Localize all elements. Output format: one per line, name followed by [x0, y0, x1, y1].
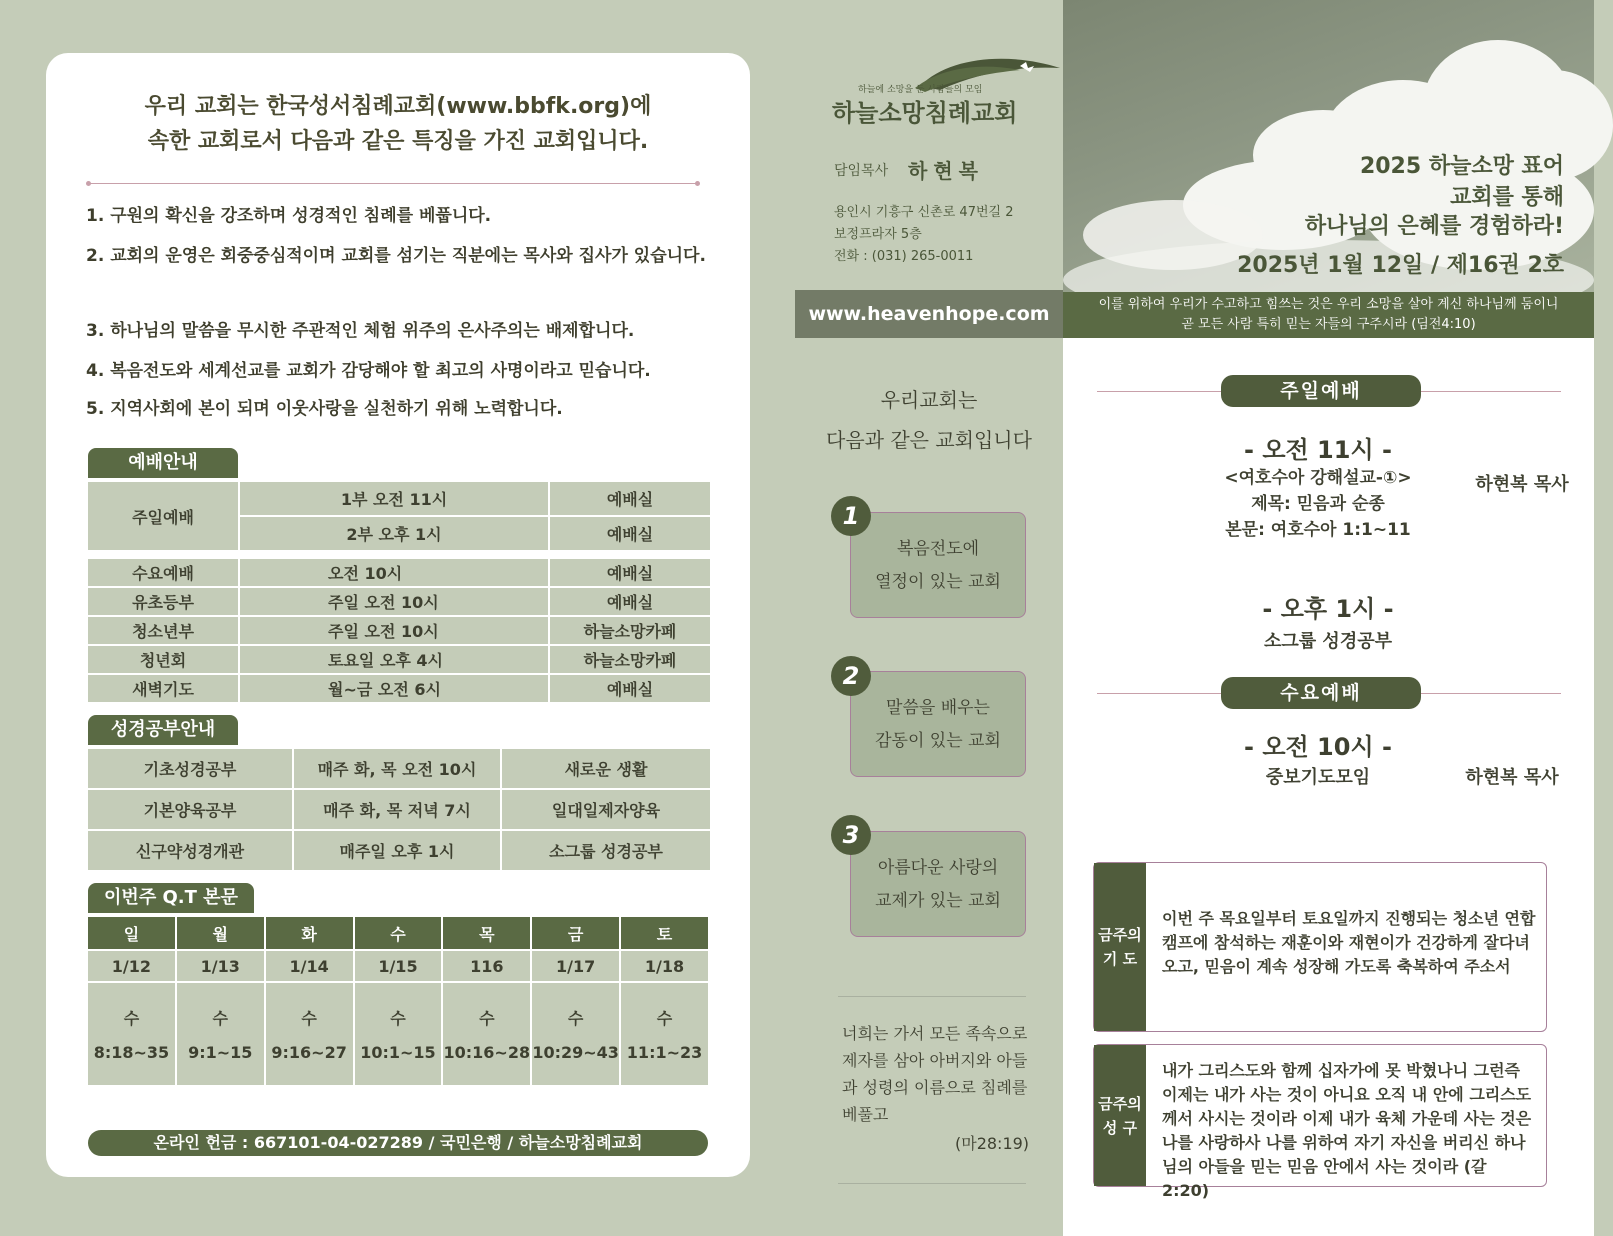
- feature-line2: 감동이 있는 교회: [875, 731, 1001, 751]
- theme-verse-line1: 이를 위하여 우리가 수고하고 힘쓰는 것은 우리 소망을 살아 계신 하나님께 둠이니: [1098, 297, 1559, 312]
- table-cell: 새벽기도: [87, 674, 239, 703]
- table-cell: 새로운 생활: [501, 748, 711, 789]
- qt-days-row: [87, 916, 709, 950]
- qt-verse: 10:1~15: [360, 1043, 436, 1062]
- church-feature-box: [850, 671, 1026, 777]
- weekly-verse-box: [1093, 1044, 1547, 1200]
- qt-book: 수: [301, 1009, 317, 1028]
- our-church-line2: 다음과 같은 교회입니다: [826, 428, 1032, 452]
- feature-number-badge: 1: [831, 496, 871, 536]
- qt-label: 이번주 Q.T 본문: [88, 883, 254, 913]
- wednesday-program: 중보기도모임: [1265, 767, 1371, 788]
- table-cell: 예배실: [549, 558, 711, 587]
- issue-date: 2025년 1월 12일 / 제16권 2호: [1237, 253, 1564, 278]
- worship-guide-label: 예배안내: [88, 448, 238, 478]
- feature-line2: 교제가 있는 교회: [875, 891, 1001, 911]
- qt-date: 1/12: [87, 950, 176, 982]
- feature-line1: 말씀을 배우는: [886, 698, 990, 718]
- sunday-am-time: - 오전 11시 -: [1244, 436, 1392, 464]
- table-row: [87, 645, 711, 674]
- table-cell: 토요일 오후 4시: [239, 645, 549, 674]
- great-commission-verse: 너희는 가서 모든 족속으로 제자를 삼아 아버지와 아들과 성령의 이름으로 침례를 베풀고: [842, 1024, 1028, 1124]
- table-cell: 주일예배: [87, 481, 239, 551]
- qt-passage: [531, 982, 620, 1086]
- sermon-series: <여호수아 강해설교-①>: [1224, 468, 1412, 488]
- qt-book: 수: [479, 1009, 495, 1028]
- qt-passage: [87, 982, 176, 1086]
- qt-book: 수: [656, 1009, 673, 1028]
- qt-table: [86, 915, 710, 1087]
- feature-item: 2. 교회의 운영은 회중중심적이며 교회를 섬기는 직분에는 목사와 집사가 있습니다.: [86, 246, 706, 266]
- great-commission-ref: (마28:19): [955, 1134, 1030, 1153]
- qt-verse: 10:16~28: [443, 1043, 531, 1062]
- table-cell: 매주 화, 목 오전 10시: [293, 748, 501, 789]
- church-feature-box: [850, 512, 1026, 618]
- qt-day: 수: [354, 916, 443, 950]
- feature-number-badge: 3: [831, 815, 871, 855]
- sunday-pm-time: - 오후 1시 -: [1262, 595, 1394, 623]
- table-cell: 예배실: [549, 587, 711, 616]
- table-cell: 하늘소망카페: [549, 645, 711, 674]
- table-cell: 주일 오전 10시: [239, 587, 549, 616]
- feature-item: 1. 구원의 확신을 강조하며 성경적인 침례를 베풉니다.: [86, 206, 492, 226]
- qt-passage: [265, 982, 354, 1086]
- bible-study-label: 성경공부안내: [88, 715, 238, 745]
- weekly-verse-tab: [1094, 1045, 1146, 1186]
- qt-verse: 9:1~15: [188, 1043, 253, 1062]
- phone-number: 전화 : (031) 265-0011: [834, 249, 974, 264]
- yearly-motto: [1305, 150, 1564, 242]
- address-line2: 보정프라자 5층: [834, 227, 922, 242]
- prayer-tab-line1: 금주의: [1098, 926, 1142, 944]
- table-cell: 일대일제자양육: [501, 789, 711, 830]
- weekly-prayer-box: [1093, 862, 1547, 1032]
- weekly-prayer-tab: [1094, 863, 1146, 1031]
- feature-line1: 복음전도에: [896, 539, 980, 559]
- sunday-service-label: 주일예배: [1221, 375, 1421, 407]
- table-cell: 매주 화, 목 저녁 7시: [293, 789, 501, 830]
- table-cell: 신구약성경개관: [87, 830, 293, 871]
- offering-bar: 온라인 헌금 : 667101-04-027289 / 국민은행 / 하늘소망침례교회: [88, 1130, 708, 1156]
- table-row: [87, 558, 711, 587]
- feature-item: 4. 복음전도와 세계선교를 교회가 감당해야 할 최고의 사명이라고 믿습니다.: [86, 361, 651, 381]
- bible-study-table: [86, 747, 712, 872]
- table-cell: 매주일 오후 1시: [293, 830, 501, 871]
- table-cell: 수요예배: [87, 558, 239, 587]
- qt-passage: [442, 982, 531, 1086]
- table-row: [87, 616, 711, 645]
- table-cell: 주일 오전 10시: [239, 616, 549, 645]
- intro-heading: [46, 89, 750, 159]
- sunday-sermon-info: [1198, 465, 1438, 543]
- table-row: [87, 587, 711, 616]
- table-cell: 하늘소망카페: [549, 616, 711, 645]
- address-line1: 용인시 기흥구 신촌로 47번길 2: [834, 205, 1014, 220]
- intro-line1: 우리 교회는 한국성서침례교회(www.bbfk.org)에: [144, 94, 652, 119]
- weekly-prayer-text: 이번 주 목요일부터 토요일까지 진행되는 청소년 연합캠프에 참석하는 재훈이와 재현이가 건강하게 잘다녀오고, 믿음이 계속 성장해 가도록 축복하여 주소서: [1162, 909, 1536, 976]
- qt-verse: 11:1~23: [626, 1043, 703, 1062]
- pastor-name: 하현복: [908, 159, 984, 183]
- church-feature-box: [850, 831, 1026, 937]
- sermon-title: 제목: 믿음과 순종: [1251, 494, 1385, 514]
- qt-verse: 8:18~35: [93, 1043, 170, 1062]
- worship-other-table: [86, 557, 712, 704]
- church-tagline: 하늘에 소망을 둔 사람들의 모임: [858, 85, 983, 95]
- table-cell: 2부 오후 1시: [239, 516, 549, 551]
- table-cell: 예배실: [549, 674, 711, 703]
- sunday-preacher: 하현복 목사: [1475, 474, 1569, 495]
- table-cell: 소그룹 성경공부: [501, 830, 711, 871]
- qt-verse: 10:29~43: [532, 1043, 619, 1062]
- qt-book: 수: [212, 1009, 228, 1028]
- table-row: [87, 830, 711, 871]
- qt-day: 월: [176, 916, 265, 950]
- table-row: [87, 789, 711, 830]
- divider: [838, 996, 1026, 997]
- table-cell: 기본양육공부: [87, 789, 293, 830]
- prayer-tab-line2: 기 도: [1102, 950, 1138, 968]
- qt-date: 1/13: [176, 950, 265, 982]
- feature-number-badge: 2: [831, 656, 871, 696]
- table-cell: 1부 오전 11시: [239, 481, 549, 516]
- sunday-pm-program: 소그룹 성경공부: [1264, 631, 1392, 652]
- qt-date: 1/15: [354, 950, 443, 982]
- table-cell: 예배실: [549, 481, 711, 516]
- table-cell: 기초성경공부: [87, 748, 293, 789]
- church-name: 하늘소망침례교회: [832, 99, 1018, 127]
- sermon-text: 본문: 여호수아 1:1~11: [1225, 520, 1411, 540]
- wednesday-time: - 오전 10시 -: [1244, 733, 1392, 761]
- table-cell: 오전 10시: [239, 558, 549, 587]
- weekly-verse-text: 내가 그리스도와 함께 십자가에 못 박혔나니 그런즉 이제는 내가 사는 것이 아니요 오직 내 안에 그리스도께서 사시는 것이라 이제 내가 육체 가운데 사는 것은 나를 사랑하사 나를 위하여 자기 자신을 버리신 하나님의 아들을 믿는 믿음 안에서 사는 것이라 (갈 2:20): [1162, 1061, 1532, 1200]
- table-cell: 청소년부: [87, 616, 239, 645]
- qt-day: 토: [620, 916, 709, 950]
- intro-divider: [88, 183, 698, 184]
- table-cell: 예배실: [549, 516, 711, 551]
- qt-passage: [620, 982, 709, 1086]
- qt-day: 일: [87, 916, 176, 950]
- qt-day: 목: [442, 916, 531, 950]
- our-church-line1: 우리교회는: [880, 388, 978, 412]
- verse-tab-line2: 성 구: [1102, 1118, 1138, 1137]
- divider: [838, 1183, 1026, 1184]
- table-row: [87, 674, 711, 703]
- qt-day: 금: [531, 916, 620, 950]
- qt-passage: [176, 982, 265, 1086]
- qt-book: 수: [567, 1009, 584, 1028]
- worship-sunday-table: [86, 480, 712, 552]
- qt-passages-row: [87, 982, 709, 1086]
- motto-line2: 하나님의 은혜를 경험하라!: [1304, 214, 1564, 239]
- feature-item: 3. 하나님의 말씀을 무시한 주관적인 체험 위주의 은사주의는 배제합니다.: [86, 321, 635, 341]
- table-cell: 유초등부: [87, 587, 239, 616]
- our-church-heading: [795, 380, 1063, 460]
- left-info-card: [46, 53, 750, 1177]
- motto-line1: 교회를 통해: [1450, 185, 1564, 210]
- table-cell: 청년회: [87, 645, 239, 674]
- qt-book: 수: [390, 1009, 406, 1028]
- qt-book: 수: [123, 1009, 140, 1028]
- pastor-title: 담임목사: [834, 163, 889, 179]
- wednesday-preacher: 하현복 목사: [1465, 767, 1559, 788]
- qt-date: 1/14: [265, 950, 354, 982]
- motto-year: 2025 하늘소망 표어: [1359, 154, 1564, 179]
- feature-line2: 열정이 있는 교회: [875, 572, 1001, 592]
- website-link[interactable]: www.heavenhope.com: [795, 290, 1063, 338]
- feature-item: 5. 지역사회에 본이 되며 이웃사랑을 실천하기 위해 노력합니다.: [86, 399, 563, 419]
- qt-dates-row: [87, 950, 709, 982]
- qt-date: 116: [442, 950, 531, 982]
- wednesday-service-label: 수요예배: [1221, 677, 1421, 709]
- qt-date: 1/18: [620, 950, 709, 982]
- qt-passage: [354, 982, 443, 1086]
- qt-verse: 9:16~27: [271, 1043, 347, 1062]
- table-cell: 월~금 오전 6시: [239, 674, 549, 703]
- verse-tab-line1: 금주의: [1098, 1094, 1142, 1113]
- feature-line1: 아름다운 사랑의: [877, 858, 999, 878]
- theme-verse-line2: 곧 모든 사람 특히 믿는 자들의 구주시라 (딤전4:10): [1181, 317, 1476, 332]
- theme-verse-bar: [1063, 292, 1594, 338]
- intro-line2: 속한 교회로서 다음과 같은 특징을 가진 교회입니다.: [147, 129, 649, 154]
- qt-date: 1/17: [531, 950, 620, 982]
- table-row: [87, 748, 711, 789]
- qt-day: 화: [265, 916, 354, 950]
